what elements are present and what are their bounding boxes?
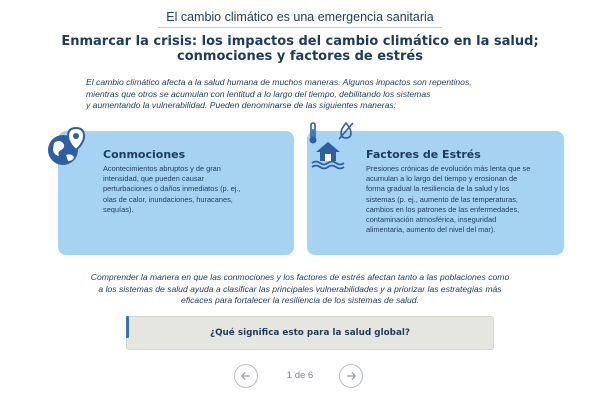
card-shocks-line: intensidad, que pueden causar — [103, 174, 205, 184]
topic-underline — [158, 27, 442, 28]
card-stressors-line: acumulan a lo largo del tiempo y erosionan de — [366, 174, 518, 184]
summary-line-1: Comprender la manera en que las conmociones y los factores de estrés afectan tanto a las poblaciones como — [90, 272, 510, 282]
topic-label: El cambio climático es una emergencia sanitaria — [166, 10, 434, 24]
card-shocks-title: Conmociones — [103, 148, 186, 161]
card-stressors-line: cambios en los patrones de las enfermedades, — [366, 204, 520, 214]
intro-line-3: y aumentando la vulnerabilidad. Pueden denominarse de las siguientes maneras: — [86, 100, 397, 110]
summary-line-2: a los sistemas de salud ayuda a clasificar las principales vulnerabilidades y a priorizar las estrategias más — [98, 283, 502, 294]
arrow-right-icon — [345, 370, 357, 382]
arrow-left-icon — [240, 370, 252, 382]
thermometer-flood-house-icon — [306, 120, 356, 170]
card-shocks-line: sequías). — [103, 204, 134, 214]
card-shocks — [58, 131, 294, 255]
card-shocks-line: olas de calor, inundaciones, huracanes, — [103, 194, 233, 204]
page-title-line-1: Enmarcar la crisis: los impactos del cambio climático en la salud; — [61, 34, 539, 49]
next-page-button[interactable] — [339, 364, 363, 388]
page-title-line-2: conmociones y factores de estrés — [177, 49, 423, 64]
summary-text — [70, 272, 530, 307]
pagination — [0, 364, 600, 388]
card-stressors-line: sistemas (p. ej., aumento de las temperaturas, — [366, 194, 518, 204]
globe-icon — [44, 124, 88, 172]
page-title — [40, 34, 560, 64]
summary-line-3: eficaces para fortalecer la resiliencia de los sistemas de salud. — [181, 295, 419, 305]
card-stressors-line: alimentaria, aumento del nivel del mar). — [366, 225, 496, 235]
card-stressors-text — [366, 164, 550, 235]
card-stressors-line: Presiones crónicas de evolución más lenta que se — [366, 164, 531, 173]
card-stressors-line: forma gradual la resiliencia de la salud y los — [366, 184, 510, 194]
card-stressors-line: contaminación atmosférica, inseguridad — [366, 215, 497, 225]
cta-container — [126, 316, 494, 350]
intro-line-1: El cambio climático afecta a la salud humana de muchos maneras. Algunos impactos son repentinos, — [86, 77, 472, 87]
intro-line-2: mientras que otros se acumulan con lentitud a lo largo del tiempo, debilitando los sistemas — [86, 88, 431, 99]
previous-page-button[interactable] — [234, 364, 258, 388]
cta-accent-bar — [126, 316, 129, 338]
card-stressors-title: Factores de Estrés — [366, 148, 481, 161]
card-shocks-text — [103, 164, 273, 215]
card-shocks-line: perturbaciones o daños inmediatos (p. ej., — [103, 184, 241, 194]
page-counter: 1 de 6 — [286, 370, 314, 381]
card-shocks-line: Acontecimientos abruptos y de gran — [103, 164, 221, 173]
global-health-question-button[interactable]: ¿Qué significa esto para la salud global? — [126, 316, 494, 350]
intro-text — [86, 77, 526, 112]
